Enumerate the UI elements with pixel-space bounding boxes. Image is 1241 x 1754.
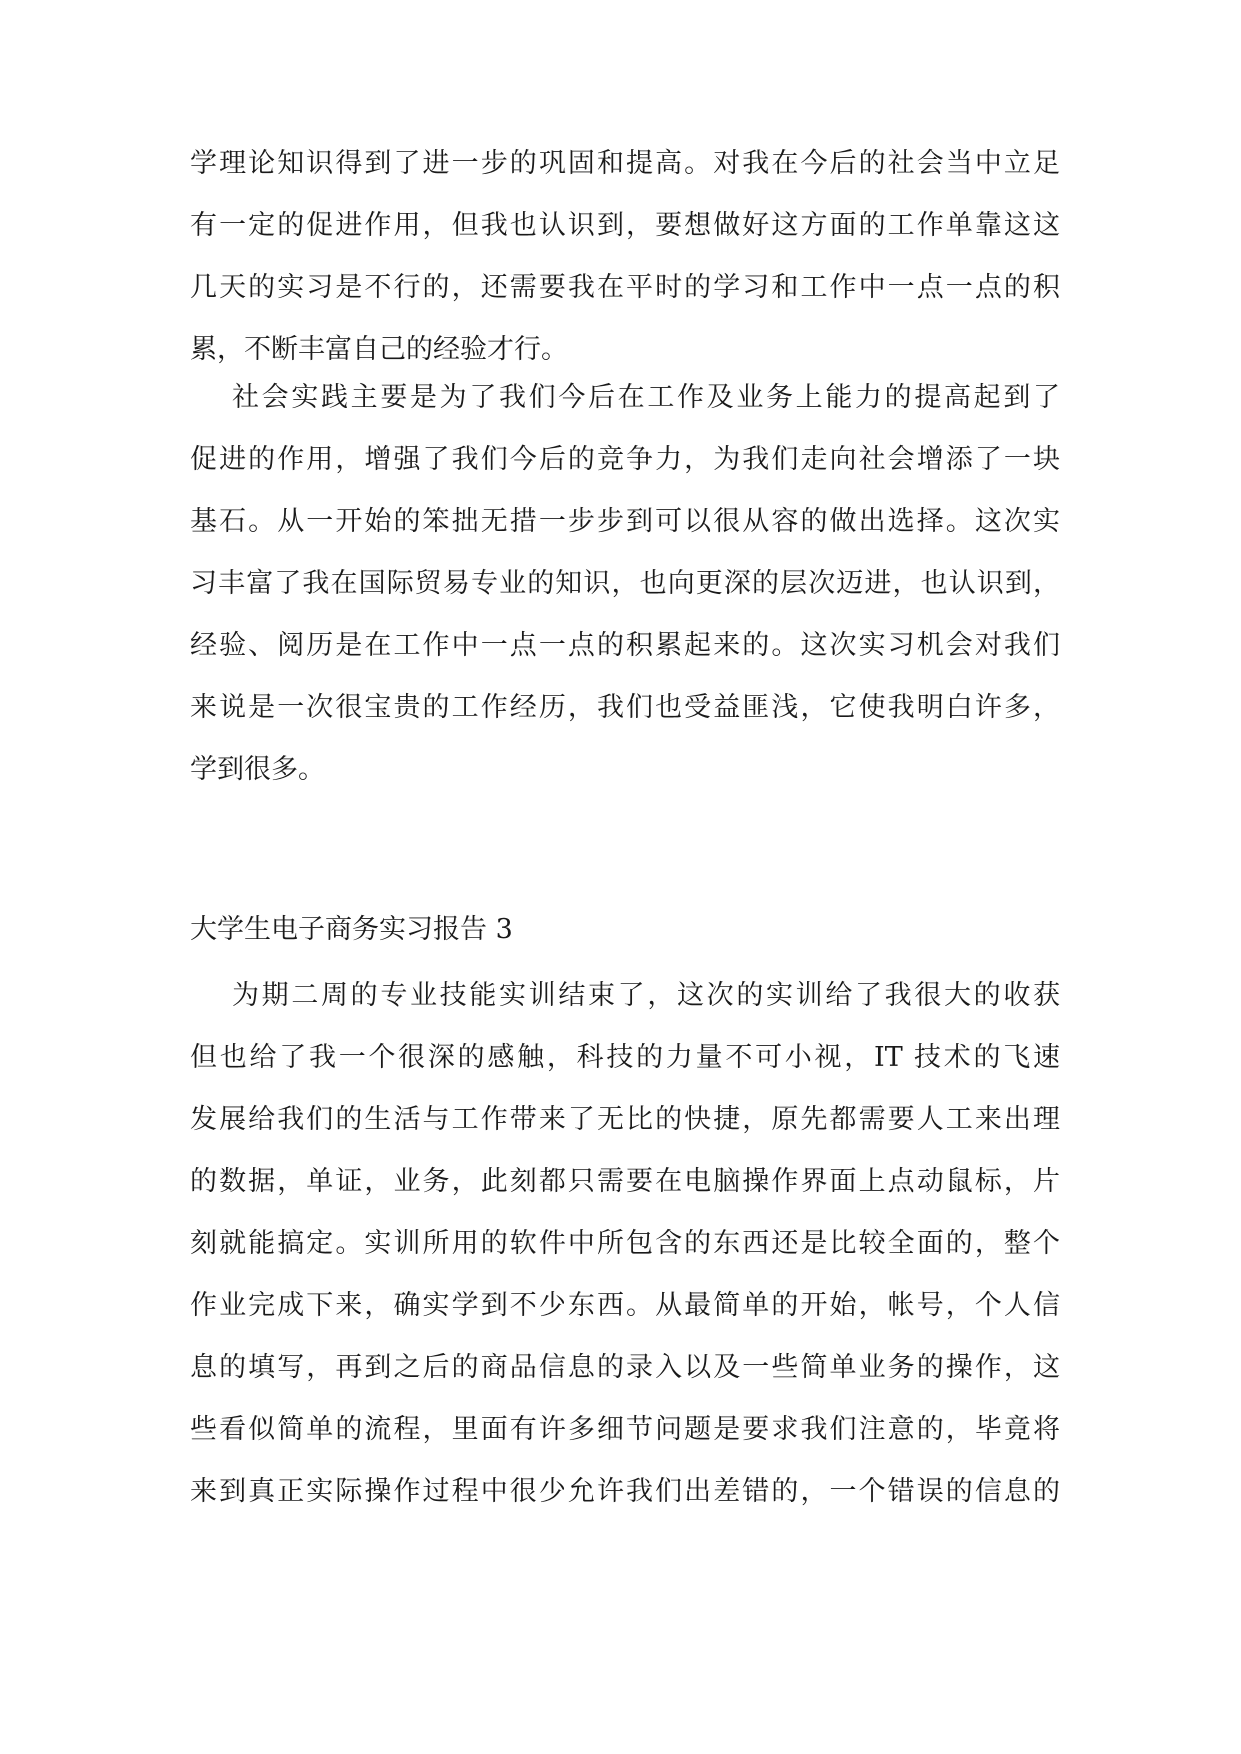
paragraph-line: 但也给了我一个很深的感触，科技的力量不可小视，IT 技术的飞速: [190, 1042, 1060, 1073]
paragraph-line: 基石。从一开始的笨拙无措一步步到可以很从容的做出选择。这次实: [190, 506, 1060, 537]
paragraph-line: 来说是一次很宝贵的工作经历，我们也受益匪浅，它使我明白许多，: [190, 692, 1060, 723]
paragraph-line: 刻就能搞定。实训所用的软件中所包含的东西还是比较全面的，整个: [190, 1228, 1060, 1259]
paragraph-line: 社会实践主要是为了我们今后在工作及业务上能力的提高起到了: [232, 382, 1060, 413]
paragraph-line: 为期二周的专业技能实训结束了，这次的实训给了我很大的收获: [232, 980, 1060, 1011]
paragraph-line: 学理论知识得到了进一步的巩固和提高。对我在今后的社会当中立足: [190, 148, 1060, 179]
paragraph-line: 促进的作用，增强了我们今后的竞争力，为我们走向社会增添了一块: [190, 444, 1060, 475]
paragraph-line: 几天的实习是不行的，还需要我在平时的学习和工作中一点一点的积: [190, 272, 1060, 303]
paragraph-line: 来到真正实际操作过程中很少允许我们出差错的，一个错误的信息的: [190, 1476, 1060, 1507]
paragraph-line: 有一定的促进作用，但我也认识到，要想做好这方面的工作单靠这这: [190, 210, 1060, 241]
paragraph-line: 的数据，单证，业务，此刻都只需要在电脑操作界面上点动鼠标，片: [190, 1166, 1060, 1197]
paragraph-line: 发展给我们的生活与工作带来了无比的快捷，原先都需要人工来出理: [190, 1104, 1060, 1135]
paragraph-line: 学到很多。: [190, 754, 325, 785]
paragraph-line: 息的填写，再到之后的商品信息的录入以及一些简单业务的操作，这: [190, 1352, 1060, 1383]
section-heading-text: 大学生电子商务实习报告 3: [190, 914, 513, 945]
paragraph-line: 些看似简单的流程，里面有许多细节问题是要求我们注意的，毕竟将: [190, 1414, 1060, 1445]
paragraph-line: 作业完成下来，确实学到不少东西。从最简单的开始，帐号，个人信: [190, 1290, 1060, 1321]
paragraph-line: 习丰富了我在国际贸易专业的知识，也向更深的层次迈进，也认识到，: [190, 568, 1060, 599]
paragraph-line: 经验、阅历是在工作中一点一点的积累起来的。这次实习机会对我们: [190, 630, 1060, 661]
paragraph-line: 累，不断丰富自己的经验才行。: [190, 334, 568, 365]
